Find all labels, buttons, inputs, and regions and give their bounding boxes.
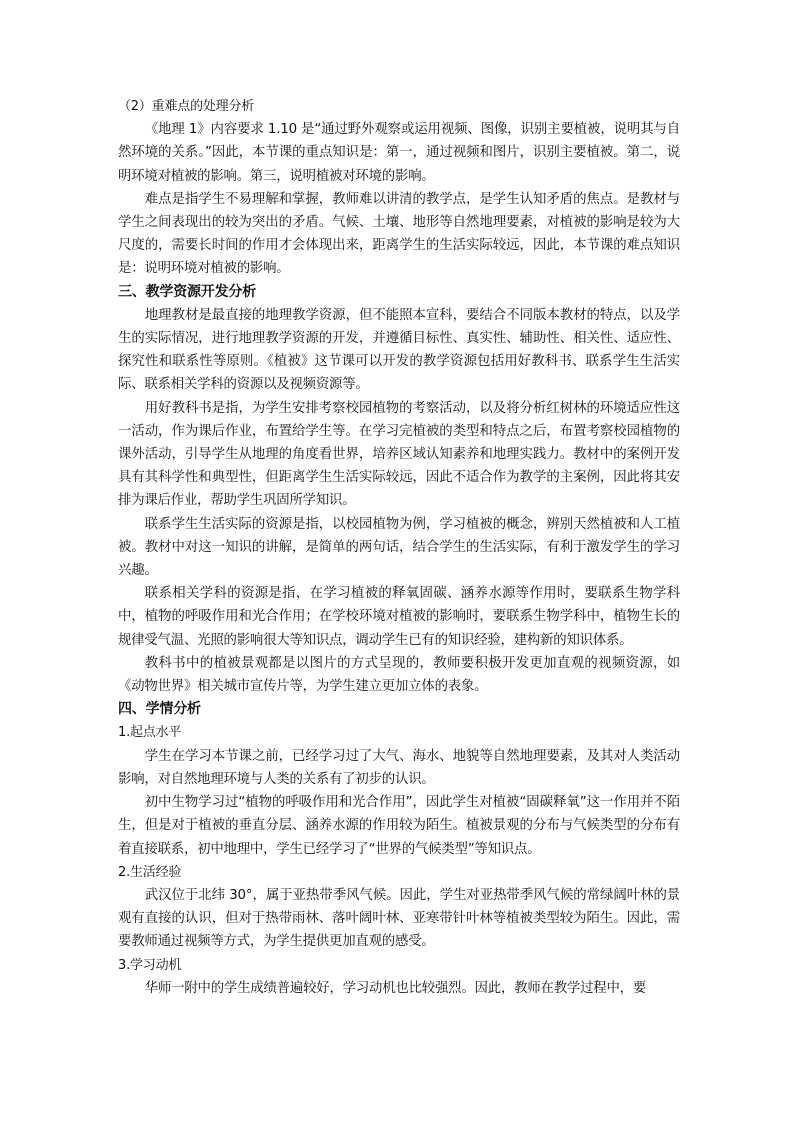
section-heading-learner-analysis: 四、学情分析 [118,701,201,718]
paragraph-cross-subject: 联系相关学科的资源是指，在学习植被的释氧固碳、涵养水源等作用时，要联系生物学科中，植物的呼吸作用和光合作用；在学校环境对植被的影响时，要联系生物学科中，植物生长的规律受气温、光照的影响很大等知识点，调动学生已有的知识经验，建构新的知识体系。 [118,586,680,648]
section-heading-resources: 三、教学资源开发分析 [118,283,256,300]
paragraph-prior-knowledge: 学生在学习本节课之前，已经学习过了大气、海水、地貌等自然地理要素，及其对人类活动影响，对自然地理环境与人类的关系有了初步的认识。 [118,748,680,787]
document-body [118,95,680,1000]
paragraph-textbook-resource: 地理教材是最直接的地理教学资源，但不能照本宣科，要结合不同版本教材的特点，以及学生的实际情况，进行地理教学资源的开发，并遵循目标性、真实性、辅助性、相关性、适应性、探究性和联系性等原则。《植被》这节课可以开发的教学资源包括用好教科书、联系学生生活实际、联系相关学科的资源以及视频资源等。 [118,307,680,393]
paragraph-life-resource: 联系学生生活实际的资源是指，以校园植物为例，学习植被的概念，辨别天然植被和人工植被。教材中对这一知识的讲解，是简单的两句话，结合学生的生活实际，有利于激发学生的学习兴趣。 [118,516,680,579]
subsection-heading-motivation: 3.学习动机 [118,957,182,973]
paragraph-motivation: 华师一附中的学生成绩普遍较好，学习动机也比较强烈。因此，教师在教学过程中，要 [144,980,647,996]
subsection-heading-key-points: （2）重难点的处理分析 [118,99,255,114]
paragraph-key-points: 《地理 1》内容要求 1.10 是“通过野外观察或运用视频、图像，识别主要植被，说明其与自然环境的关系。”因此，本节课的重点知识是：第一，通过视频和图片，识别主要植被。第二，说明环境对植被的影响。第三，说明植被对环境的影响。 [118,122,680,184]
paragraph-wuhan-climate: 武汉位于北纬 30°，属于亚热带季风气候。因此，学生对亚热带季风气候的常绿阔叶林的景观有直接的认识，但对于热带雨林、落叶阔叶林、亚寒带针叶林等植被类型较为陌生。因此，需要教师通过视频等方式，为学生提供更加直观的感受。 [118,887,680,950]
subsection-heading-starting-level: 1.起点水平 [118,725,182,741]
paragraph-difficult-points: 难点是指学生不易理解和掌握，教师难以讲清的教学点，是学生认知矛盾的焦点。是教材与学生之间表现出的较为突出的矛盾。气候、土壤、地形等自然地理要素，对植被的影响是较为大尺度的，需要长时间的作用才会体现出来，距离学生的生活实际较远，因此，本节课的难点知识是：说明环境对植被的影响。 [118,191,680,277]
paragraph-video-resource: 教科书中的植被景观都是以图片的方式呈现的，教师要积极开发更加直观的视频资源，如《动物世界》相关城市宣传片等，为学生建立更加立体的表象。 [118,655,680,695]
paragraph-use-textbook: 用好教科书是指，为学生安排考察校园植物的考察活动，以及将分析红树林的环境适应性这一活动，作为课后作业，布置给学生等。在学习完植被的类型和特点之后，布置考察校园植物的课外活动，引导学生从地理的角度看世界，培养区域认知素养和地理实践力。教材中的案例开发具有其科学性和典型性，但距离学生生活实际较远，因此不适合作为教学的主案例，因此将其安排为课后作业，帮助学生巩固所学知识。 [118,400,680,509]
subsection-heading-life-experience: 2.生活经验 [118,864,182,880]
paragraph-biology-knowledge: 初中生物学习过“植物的呼吸作用和光合作用”，因此学生对植被“固碳释氧”这一作用并不陌生，但是对于植被的垂直分层、涵养水源的作用较为陌生。植被景观的分布与气候类型的分布有着直接联系，初中地理中，学生已经学习了“世界的气候类型”等知识点。 [118,795,680,857]
